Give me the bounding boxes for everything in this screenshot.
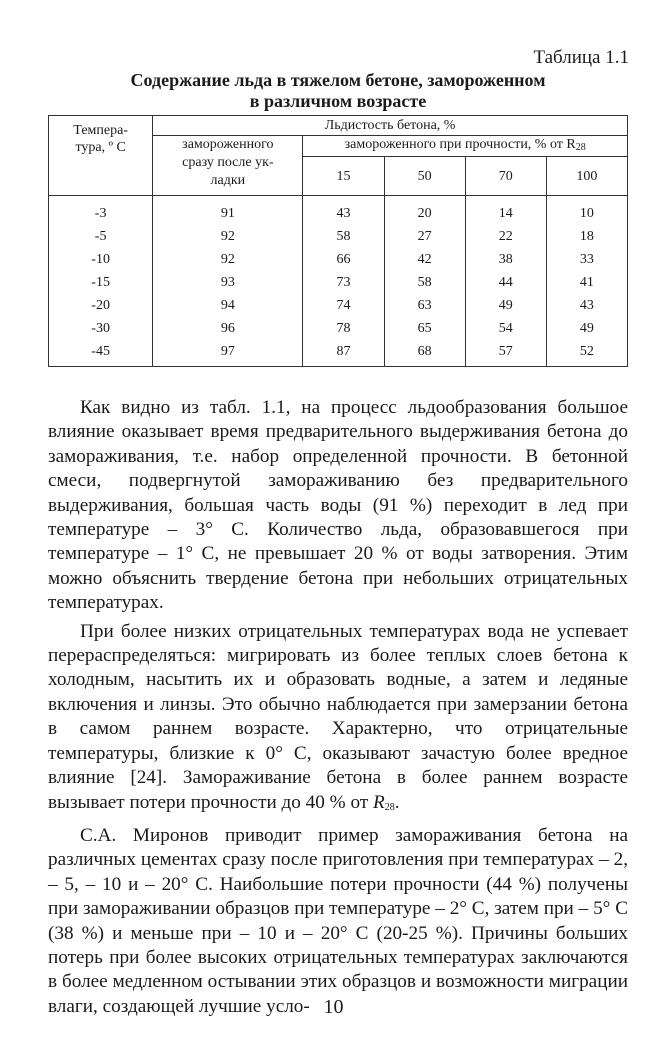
table-row bbox=[49, 340, 628, 367]
cell-temperature: -10 bbox=[49, 248, 153, 271]
cell-strength-70: 57 bbox=[465, 340, 546, 367]
table-row bbox=[49, 271, 628, 294]
page-number: 10 bbox=[323, 996, 344, 1018]
cell-strength-70: 54 bbox=[465, 317, 546, 340]
cell-strength-15: 66 bbox=[303, 248, 384, 271]
header-frozen-at-strength-text: замороженного при прочности, % от R bbox=[344, 137, 576, 152]
header-strength-70: 70 bbox=[465, 157, 546, 196]
header-temperature-text: Темпера- тура, º С bbox=[73, 123, 128, 155]
cell-strength-15: 43 bbox=[303, 196, 384, 226]
cell-immediate: 93 bbox=[153, 271, 303, 294]
paragraph-2-text: При более низких отрицательных температурах вода не успевает перераспределяться: мигрировать из более теплых слоев бетона к холодным, насытить их и образовать водные, а затем и ледяные включения и линзы. Это обычно наблюдается при замерзании бетона в самом раннем возрасте. Характерно, что отрицательные температуры, близкие к 0° С, оказывают зачастую более вредное влияние [24]. Замораживание бетона в более раннем возрасте вызывает потери прочности до 40 % от bbox=[48, 620, 628, 813]
cell-immediate: 92 bbox=[153, 248, 303, 271]
table-row bbox=[49, 196, 628, 226]
cell-immediate: 96 bbox=[153, 317, 303, 340]
cell-strength-15: 78 bbox=[303, 317, 384, 340]
paragraph-2 bbox=[48, 620, 628, 820]
header-strength-subscript: 28 bbox=[575, 142, 586, 153]
cell-strength-100: 10 bbox=[546, 196, 627, 226]
cell-temperature: -3 bbox=[49, 196, 153, 226]
cell-temperature: -30 bbox=[49, 317, 153, 340]
cell-strength-50: 20 bbox=[384, 196, 465, 226]
header-strength-100: 100 bbox=[546, 157, 627, 196]
cell-strength-15: 87 bbox=[303, 340, 384, 367]
header-frozen-at-strength bbox=[303, 136, 628, 157]
cell-strength-100: 49 bbox=[546, 317, 627, 340]
table-row bbox=[49, 294, 628, 317]
cell-strength-50: 65 bbox=[384, 317, 465, 340]
table-number-label: Таблица 1.1 bbox=[533, 47, 629, 68]
cell-strength-100: 18 bbox=[546, 225, 627, 248]
cell-temperature: -5 bbox=[49, 225, 153, 248]
paragraph-2-end: . bbox=[394, 791, 400, 813]
cell-strength-15: 73 bbox=[303, 271, 384, 294]
cell-immediate: 94 bbox=[153, 294, 303, 317]
paragraph-3: С.А. Миронов приводит пример замораживания бетона на различных цементах сразу после приготовления при температурах – 2, – 5, – 10 и – 20° С. Наибольшие потери прочности (44 %) получены при замораживании образцов при температуре – 2° С, затем при – 5° С (38 %) и меньше при – 10 и – 20° С (20-25 %). Причины больших потерь при более высоких отрицательных температурах заключаются в более медленном остывании этих образцов и возможности миграции влаги, создающей лучшие усло- bbox=[48, 824, 628, 1017]
header-strength-15: 15 bbox=[303, 157, 384, 196]
paragraph-2-subscript: 28 bbox=[384, 801, 395, 813]
paragraph-2-r-symbol: R bbox=[372, 791, 385, 813]
cell-strength-70: 49 bbox=[465, 294, 546, 317]
cell-temperature: -20 bbox=[49, 294, 153, 317]
cell-strength-100: 41 bbox=[546, 271, 627, 294]
cell-strength-50: 27 bbox=[384, 225, 465, 248]
header-strength-50: 50 bbox=[384, 157, 465, 196]
cell-immediate: 91 bbox=[153, 196, 303, 226]
cell-strength-100: 33 bbox=[546, 248, 627, 271]
table-row bbox=[49, 317, 628, 340]
header-frozen-immediately bbox=[153, 136, 303, 196]
header-temperature bbox=[49, 116, 153, 196]
cell-strength-100: 43 bbox=[546, 294, 627, 317]
caption-line-1: Содержание льда в тяжелом бетоне, замороженном bbox=[130, 70, 546, 90]
cell-temperature: -45 bbox=[49, 340, 153, 367]
table-row bbox=[49, 248, 628, 271]
header-frozen-immediately-text: замороженного сразу после ук- ладки bbox=[182, 137, 274, 188]
cell-strength-70: 22 bbox=[465, 225, 546, 248]
table-row bbox=[49, 225, 628, 248]
body-text bbox=[48, 396, 628, 1023]
cell-immediate: 97 bbox=[153, 340, 303, 367]
cell-strength-15: 74 bbox=[303, 294, 384, 317]
paragraph-1: Как видно из табл. 1.1, на процесс льдообразования большое влияние оказывает время предварительного выдерживания бетона до замораживания, т.е. набор определенной прочности. В бетонной смеси, подвергнутой замораживанию без предварительного выдерживания, большая часть воды (91 %) переходит в лед при температуре – 3° С. Количество льда, образовавшегося при температуре – 1° С, не превышает 20 % от воды затворения. Этим можно объяснить твердение бетона при небольших отрицательных температурах. bbox=[48, 397, 628, 614]
cell-temperature: -15 bbox=[49, 271, 153, 294]
cell-strength-70: 14 bbox=[465, 196, 546, 226]
cell-strength-50: 42 bbox=[384, 248, 465, 271]
cell-strength-50: 68 bbox=[384, 340, 465, 367]
cell-immediate: 92 bbox=[153, 225, 303, 248]
header-ice-content: Льдистость бетона, % bbox=[153, 116, 628, 136]
ice-content-table bbox=[48, 115, 628, 367]
cell-strength-100: 52 bbox=[546, 340, 627, 367]
table-caption bbox=[48, 70, 628, 112]
cell-strength-50: 63 bbox=[384, 294, 465, 317]
cell-strength-15: 58 bbox=[303, 225, 384, 248]
caption-line-2: в различном возрасте bbox=[249, 91, 427, 111]
cell-strength-50: 58 bbox=[384, 271, 465, 294]
cell-strength-70: 44 bbox=[465, 271, 546, 294]
cell-strength-70: 38 bbox=[465, 248, 546, 271]
